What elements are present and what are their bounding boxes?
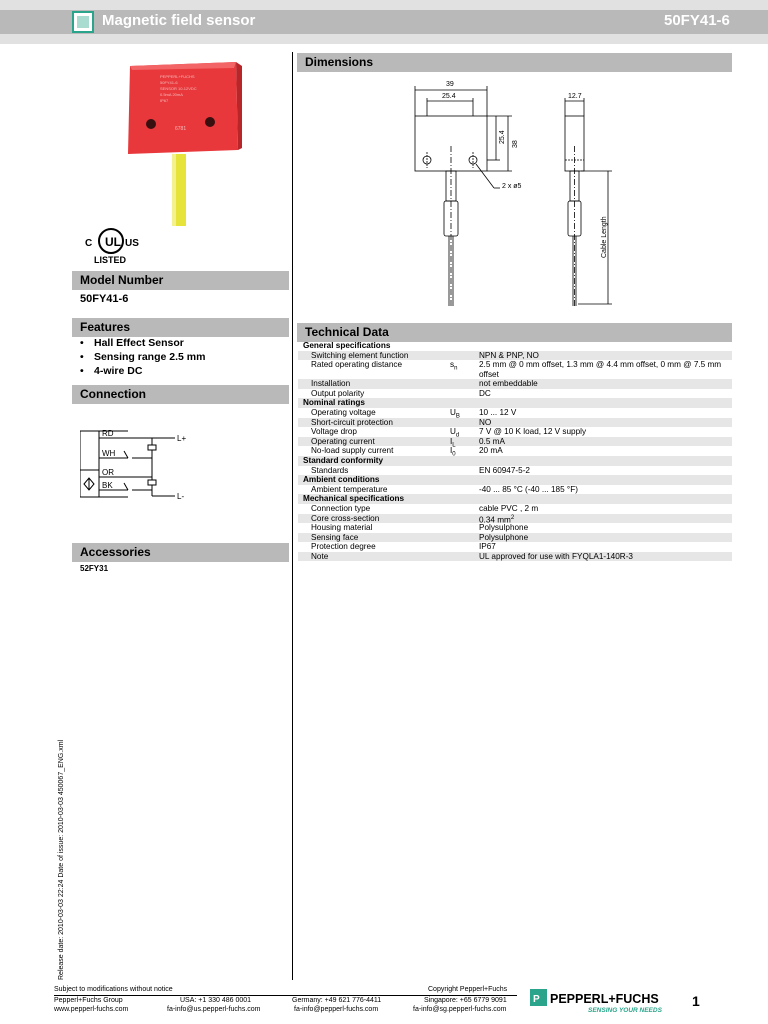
table-row	[298, 552, 732, 562]
page-title: Magnetic field sensor	[102, 12, 256, 29]
param-value: -40 ... 85 °C (-40 ... 185 °F)	[479, 484, 578, 494]
model-number-value: 50FY41-6	[80, 293, 129, 305]
dim-holes: 2 x ø5	[502, 183, 522, 190]
footer-singapore-phone: Singapore: +65 6779 9091	[424, 997, 507, 1004]
param-value: EN 60947-5-2	[479, 465, 530, 475]
param-value: cable PVC , 2 m	[479, 503, 539, 513]
param-name: Protection degree	[311, 542, 376, 552]
param-name: No-load supply current	[311, 446, 394, 456]
list-item: • Hall Effect Sensor	[80, 337, 184, 349]
param-name: Mechanical specifications	[303, 494, 405, 504]
param-name: Nominal ratings	[303, 398, 365, 408]
table-row	[298, 485, 732, 495]
model-code: 50FY41-6	[664, 12, 730, 29]
param-value: 0.34 $mm^2$	[479, 514, 515, 525]
param-value: 2.5 mm @ 0 mm offset, 1.3 mm @ 4.4 mm offset, 0 mm @ 7.5 mm offset	[479, 360, 722, 379]
param-name: Core cross-section	[311, 513, 380, 523]
table-row	[298, 446, 732, 456]
features-heading: Features	[72, 318, 289, 337]
param-symbol: $s_n$	[450, 360, 458, 372]
release-note: Release date: 2010-03-03 22:24 Date of issue: 2010-03-03 450067_ENG.xml	[58, 739, 65, 980]
list-item: • 4-wire DC	[80, 365, 143, 377]
brand-name: PEPPERL+FUCHS	[550, 992, 659, 1006]
param-name: Sensing face	[311, 532, 359, 542]
param-name: Short-circuit protection	[311, 417, 393, 427]
technical-data-table	[298, 341, 732, 561]
ul-listed-icon	[82, 224, 142, 268]
terminal-label-lplus: L+	[177, 434, 187, 443]
footer-subject: Subject to modifications without notice	[54, 986, 173, 993]
table-group-row	[298, 341, 732, 351]
param-symbol: U	[450, 427, 456, 437]
dim-width-hole: 25.4	[442, 93, 456, 100]
param-name: Note	[311, 551, 329, 561]
param-name: Output polarity	[311, 388, 365, 398]
brand-tagline: SENSING YOUR NEEDS	[588, 1007, 662, 1014]
column-divider	[292, 52, 293, 980]
footer-usa-phone: USA: +1 330 486 0001	[180, 997, 252, 1004]
connection-heading: Connection	[72, 385, 289, 404]
param-name: Connection type	[311, 503, 371, 513]
ul-text: UL	[105, 235, 121, 249]
list-item: • Sensing range 2.5 mm	[80, 351, 206, 363]
dim-height-hole: 25.4	[499, 130, 506, 144]
table-group-row	[298, 456, 732, 466]
pepperl-fuchs-logo	[530, 988, 680, 1014]
page-number: 1	[692, 993, 700, 1009]
footer-rule	[54, 995, 517, 996]
ul-listed-text: LISTED	[94, 255, 127, 265]
footer-germany-phone: Germany: +49 621 776-4411	[292, 997, 382, 1004]
footer-website-link[interactable]: www.pepperl-fuchs.com	[54, 1006, 129, 1013]
table-group-row	[298, 475, 732, 485]
table-row	[298, 351, 732, 361]
param-name: Ambient temperature	[311, 484, 388, 494]
footer-copyright: Copyright Pepperl+Fuchs	[428, 986, 508, 993]
param-name: Operating current	[311, 436, 375, 446]
ul-c-text: C	[85, 238, 93, 249]
param-value: NPN & PNP, NO	[479, 350, 539, 360]
ul-us-text: US	[125, 238, 139, 249]
param-value: 0.5 mA	[479, 436, 505, 446]
param-name: Standards	[311, 465, 349, 475]
param-name: Operating voltage	[311, 407, 376, 417]
table-row	[298, 360, 732, 379]
accessory-item: 52FY31	[80, 564, 109, 573]
param-symbol: U	[450, 407, 456, 417]
svg-text:PEPPERL+FUCHS: PEPPERL+FUCHS	[160, 74, 195, 79]
table-row	[298, 504, 732, 514]
product-label-code: 6781	[175, 126, 187, 132]
table-group-row	[298, 494, 732, 504]
dim-depth: 12.7	[568, 93, 582, 100]
technical-data-heading: Technical Data	[297, 323, 732, 342]
param-name: Rated operating distance	[311, 360, 403, 370]
table-row	[298, 408, 732, 418]
param-name: General specifications	[303, 341, 391, 350]
param-value: not embeddable	[479, 379, 538, 389]
table-row	[298, 542, 732, 552]
param-name: Installation	[311, 379, 351, 389]
svg-text:0.5mA 20mA: 0.5mA 20mA	[160, 92, 183, 97]
footer-group: Pepperl+Fuchs Group	[54, 997, 123, 1004]
param-name: Standard conformity	[303, 455, 384, 465]
table-group-row	[298, 398, 732, 408]
wire-label-rd: RD	[102, 429, 114, 438]
param-symbol: $I_L$	[450, 436, 456, 449]
param-symbol: I	[450, 446, 453, 456]
svg-text:50FY41-6: 50FY41-6	[160, 80, 178, 85]
table-row	[298, 437, 732, 447]
dim-cable-length: Cable Length	[601, 216, 608, 258]
param-value: 20 mA	[479, 446, 503, 456]
terminal-label-lminus: L-	[177, 492, 185, 501]
param-name: Switching element function	[311, 350, 409, 360]
footer-usa-email-link[interactable]: fa-info@us.pepperl-fuchs.com	[167, 1006, 261, 1013]
param-value: 10 ... 12 V	[479, 407, 517, 417]
product-photo	[118, 58, 244, 228]
table-row	[298, 418, 732, 428]
param-name: Voltage drop	[311, 427, 357, 437]
svg-text:SENSOR 10-12VDC: SENSOR 10-12VDC	[160, 86, 197, 91]
wire-label-bk: BK	[102, 481, 113, 490]
accessories-heading: Accessories	[72, 543, 289, 562]
footer-singapore-email-link[interactable]: fa-info@sg.pepperl-fuchs.com	[413, 1006, 507, 1013]
footer-germany-email-link[interactable]: fa-info@pepperl-fuchs.com	[294, 1006, 379, 1013]
table-row	[298, 379, 732, 389]
model-number-heading: Model Number	[72, 271, 289, 290]
param-value: UL approved for use with FYQLA1-140R-3	[479, 551, 633, 561]
param-value: IP67	[479, 542, 496, 552]
svg-text:IP67: IP67	[160, 98, 169, 103]
param-value: 7 V @ 10 K load, 12 V supply	[479, 427, 587, 437]
table-row	[298, 427, 732, 437]
wire-label-or: OR	[102, 468, 114, 477]
dim-height-total: 38	[512, 140, 519, 148]
brand-square-icon	[72, 11, 94, 33]
param-name: Ambient conditions	[303, 475, 380, 485]
dimensions-heading: Dimensions	[297, 53, 732, 72]
param-value: Polysulphone	[479, 532, 529, 542]
wire-label-wh: WH	[102, 449, 116, 458]
connection-diagram	[80, 418, 200, 508]
table-row	[298, 466, 732, 476]
param-value: Polysulphone	[479, 523, 529, 533]
dim-width-total: 39	[446, 81, 454, 88]
param-value: DC	[479, 388, 491, 398]
dimensions-drawing	[298, 76, 732, 312]
features-list	[80, 336, 205, 378]
table-row	[298, 523, 732, 533]
svg-text:P: P	[533, 994, 540, 1005]
param-name: Housing material	[311, 523, 373, 533]
table-row	[298, 533, 732, 543]
param-value: NO	[479, 417, 492, 427]
table-row	[298, 389, 732, 399]
table-row	[298, 514, 732, 524]
